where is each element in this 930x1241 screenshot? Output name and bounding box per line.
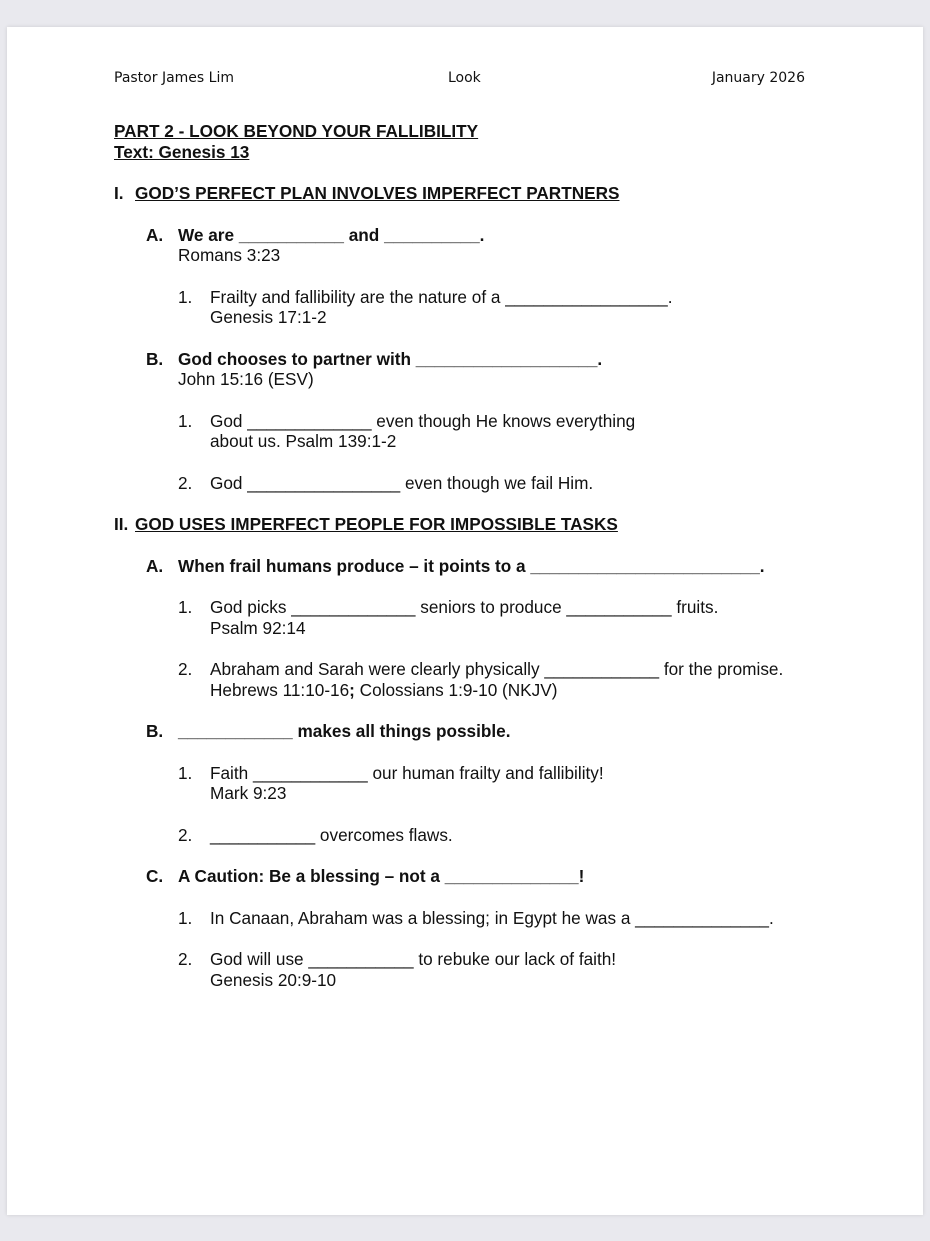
section-2-a-text: When frail humans produce – it points to a ________________________. <box>178 556 765 576</box>
section-1-b-2-num: 2. <box>178 473 193 493</box>
section-2-c-1-num: 1. <box>178 908 193 928</box>
section-2-b-2-text: ___________ overcomes flaws. <box>210 825 453 845</box>
title-text-ref: Text: Genesis 13 <box>114 142 250 162</box>
section-1-a-1-num: 1. <box>178 287 193 307</box>
section-2-a-2-refs <box>210 680 557 701</box>
section-2-c-1-text: In Canaan, Abraham was a blessing; in Egypt he was a ______________. <box>210 908 774 928</box>
section-2-a-letter: A. <box>146 556 164 576</box>
section-1-b-1-text2: about us. Psalm 139:1-2 <box>210 431 397 451</box>
header-author: Pastor James Lim <box>114 70 234 86</box>
section-2-c-letter: C. <box>146 866 164 886</box>
section-2-b-1-num: 1. <box>178 763 193 783</box>
section-2-b-1-text: Faith ____________ our human frailty and fallibility! <box>210 763 604 783</box>
section-2-a-2-num: 2. <box>178 659 193 679</box>
header-series: Look <box>448 70 481 86</box>
section-1-a-text: We are ___________ and __________. <box>178 225 485 245</box>
section-2-a-1-num: 1. <box>178 597 193 617</box>
section-2-heading: GOD USES IMPERFECT PEOPLE FOR IMPOSSIBLE TASKS <box>135 514 618 534</box>
section-1-a-1-ref: Genesis 17:1-2 <box>210 307 327 327</box>
section-1-heading: GOD’S PERFECT PLAN INVOLVES IMPERFECT PARTNERS <box>135 183 620 203</box>
title-main: PART 2 - LOOK BEYOND YOUR FALLIBILITY <box>114 121 479 141</box>
section-2-b-letter: B. <box>146 721 164 741</box>
section-1-a-1-text: Frailty and fallibility are the nature of a _________________. <box>210 287 673 307</box>
document-page <box>7 27 923 1215</box>
section-2-a-2-ref-colossians: Colossians 1:9-10 (NKJV) <box>354 680 558 700</box>
header-date: January 2026 <box>711 70 805 86</box>
section-2-b-text: ____________ makes all things possible. <box>178 721 511 741</box>
section-1-a-letter: A. <box>146 225 164 245</box>
section-1-b-1-text: God _____________ even though He knows everything <box>210 411 636 431</box>
section-2-a-1-text: God picks _____________ seniors to produce ___________ fruits. <box>210 597 719 617</box>
section-1-b-1-num: 1. <box>178 411 193 431</box>
section-1-b-2-text: God ________________ even though we fail Him. <box>210 473 594 493</box>
section-2-a-1-ref: Psalm 92:14 <box>210 618 306 638</box>
section-2-b-2-num: 2. <box>178 825 193 845</box>
section-1-b-text: God chooses to partner with ___________________. <box>178 349 603 369</box>
section-2-numeral: II. <box>114 514 129 534</box>
section-2-a-2-ref-separator: ; <box>349 680 355 700</box>
section-2-c-text: A Caution: Be a blessing – not a ______________! <box>178 866 585 886</box>
section-1-numeral: I. <box>114 183 124 203</box>
section-2-c-2-num: 2. <box>178 949 193 969</box>
section-1-a-ref: Romans 3:23 <box>178 245 281 265</box>
section-1-b-ref: John 15:16 (ESV) <box>178 369 314 389</box>
section-2-c-2-text: God will use ___________ to rebuke our lack of faith! <box>210 949 617 969</box>
section-2-a-2-text: Abraham and Sarah were clearly physically ____________ for the promise. <box>210 659 784 679</box>
section-1-b-letter: B. <box>146 349 164 369</box>
section-2-b-1-ref: Mark 9:23 <box>210 783 287 803</box>
section-2-c-2-ref: Genesis 20:9-10 <box>210 970 337 990</box>
section-2-a-2-ref-hebrews: Hebrews 11:10-16 <box>210 680 350 700</box>
